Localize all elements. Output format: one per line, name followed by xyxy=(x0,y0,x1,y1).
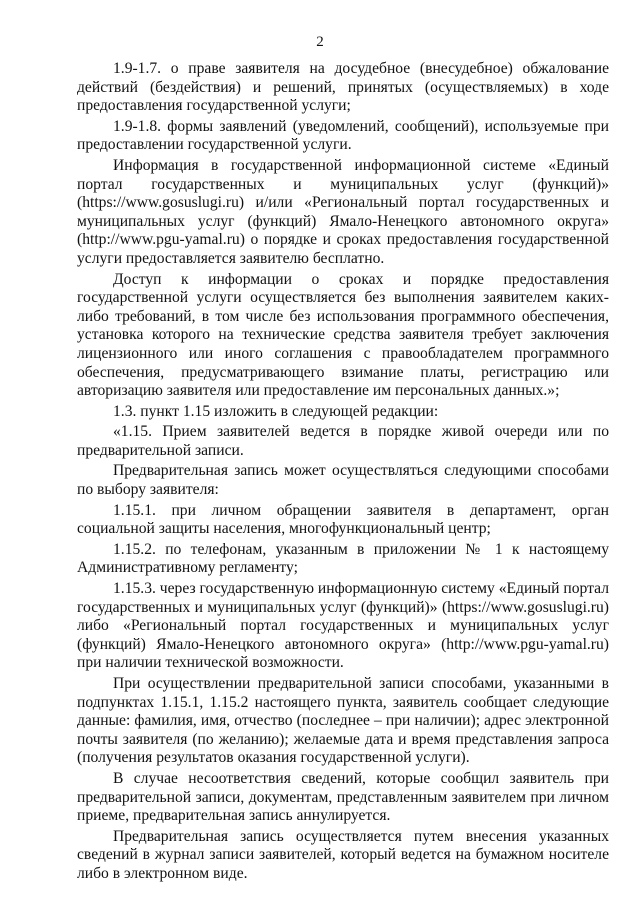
paragraph-info-portal: Информация в государственной информационной системе «Единый портал государственных и муниципальных услуг (функций)» (https://www.gosuslugi.ru) и/или «Региональный портал государственных и муниципальных услуг (функций) Ямало-Ненецкого автономного округа» (http://www.pgu-yamal.ru) о порядке и сроках предоставления государственной услуги предоставляется заявителю бесплатно. xyxy=(77,156,609,267)
paragraph-access-info: Доступ к информации о сроках и порядке предоставления государственной услуги осуществляется без выполнения заявителем каких-либо требований, в том числе без использования программного обеспечения, установка которого на технические средства заявителя требует заключения лицензионного или иного соглашения с правообладателем программного обеспечения, предусматривающего взимание платы, регистрацию или авторизацию заявителя или предоставление им персональных данных.»; xyxy=(77,270,609,400)
paragraph-1-15: «1.15. Прием заявителей ведется в порядке живой очереди или по предварительной записи. xyxy=(77,423,609,459)
paragraph-mismatch: В случае несоответствия сведений, которые сообщил заявитель при предварительной записи, документам, представленным заявителем при личном приеме, предварительная запись аннулируется. xyxy=(77,769,609,825)
paragraph-1-15-1: 1.15.1. при личном обращении заявителя в департамент, орган социальной защиты населения, многофункциональный центр; xyxy=(77,501,609,538)
paragraph-journal: Предварительная запись осуществляется путем внесения указанных сведений в журнал записи заявителей, который ведется на бумажном носителе либо в электронном виде. xyxy=(77,827,609,882)
page-number: 2 xyxy=(316,34,324,50)
paragraph-1-9-1-7: 1.9-1.7. о праве заявителя на досудебное (внесудебное) обжалование действий (бездействия) и решений, принятых (осуществляемых) в ходе предоставления государственной услуги; xyxy=(77,60,609,115)
document-body xyxy=(77,60,609,886)
paragraph-1-3: 1.3. пункт 1.15 изложить в следующей редакции: xyxy=(113,402,439,420)
paragraph-1-9-1-8: 1.9-1.8. формы заявлений (уведомлений, сообщений), используемые при предоставлении государственной услуги. xyxy=(77,117,609,154)
paragraph-1-15-3: 1.15.3. через государственную информационную систему «Единый портал государственных и муниципальных услуг (функций)» (https://www.gosuslugi.ru) либо «Региональный портал государственных и муниципальных услуг (функций) Ямало-Ненецкого автономного округа» (http://www.pgu-yamal.ru) при наличии технической возможности. xyxy=(77,580,609,672)
paragraph-1-15-2: 1.15.2. по телефонам, указанным в приложении № 1 к настоящему Административному регламенту; xyxy=(77,540,609,577)
paragraph-required-data: При осуществлении предварительной записи способами, указанными в подпунктах 1.15.1, 1.15.2 настоящего пункта, заявитель сообщает следующие данные: фамилия, имя, отчество (последнее – при наличии); адрес электронной почты заявителя (по желанию); желаемые дата и время представления запроса (получения результатов оказания государственной услуги). xyxy=(77,675,609,767)
paragraph-preliminary-methods: Предварительная запись может осуществляться следующими способами по выбору заявителя: xyxy=(77,462,609,499)
